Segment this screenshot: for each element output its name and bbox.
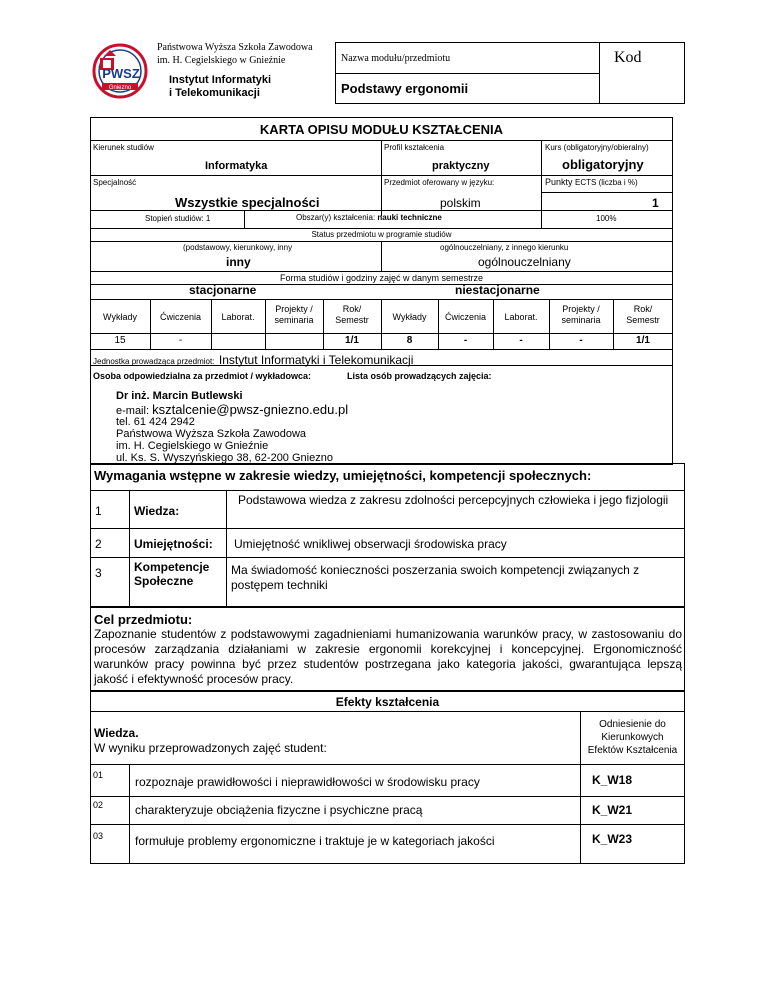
person-org2: im. H. Cegielskiego w Gnieźnie	[116, 440, 269, 452]
module-name-label: Nazwa modułu/przedmiotu	[341, 53, 451, 64]
effect-num-3: 03	[93, 831, 104, 841]
goal-text: Zapoznanie studentów z podstawowymi zagadnieniami humanizowania warunków pracy, w zastosowaniu do procesów zarządzania działaniami w zakresie ergonomii korekcyjnej i koncepcyjnej. Ergonomiczność warunków pracy powinna być przez studentów postrzegana jako kategoria jakości, gwarantująca lepszą jakość i efektywność procesów pracy.	[94, 627, 682, 686]
knowledge-subtitle: W wyniku przeprowadzonych zajęć student:	[94, 741, 327, 755]
unit-row	[93, 351, 413, 369]
prereq-label-2: Umiejętności:	[134, 537, 213, 551]
forms-title: Forma studiów i godziny zajęć w danym semestrze	[279, 273, 484, 283]
institute-line2: i Telekomunikacji	[169, 87, 260, 99]
field-value: Informatyka	[205, 160, 268, 172]
prereq-title: Wymagania wstępne w zakresie wiedzy, umiejętności, kompetencji społecznych:	[94, 468, 592, 483]
effect-ref-1: K_W18	[592, 773, 633, 787]
reference-header: Odniesienie do Kierunkowych Efektów Kształcenia	[587, 719, 678, 756]
unit-label: Jednostka prowadząca przedmiot:	[93, 357, 215, 366]
prereq-label-3: Kompetencje Społeczne	[134, 560, 210, 588]
effect-num-2: 02	[93, 800, 104, 810]
percent-value: 100%	[596, 214, 617, 223]
hours-header-exercises-nst: Ćwiczenia	[444, 312, 486, 322]
person-org1: Państwowa Wyższa Szkoła Zawodowa	[116, 428, 307, 440]
course-type-value: obligatoryjny	[562, 157, 644, 172]
hours-value-labs-nst: -	[519, 335, 523, 346]
school-name-line2: im. H. Cegielskiego w Gnieźnie	[157, 55, 286, 66]
hours-value-year-st: 1/1	[345, 335, 359, 346]
course-type-label: Kurs (obligatoryjny/obieralny)	[545, 143, 649, 152]
person-name: Dr inż. Marcin Butlewski	[116, 390, 243, 402]
language-label: Przedmiot oferowany w języku:	[384, 178, 495, 187]
specialty-value: Wszystkie specjalności	[175, 195, 320, 210]
module-name: Podstawy ergonomii	[341, 81, 469, 96]
person-email-prefix: e-mail:	[116, 405, 150, 417]
person-email-row	[116, 402, 348, 417]
profile-value: praktyczny	[432, 160, 490, 172]
person-address: ul. Ks. S. Wyszyńskiego 38, 62-200 Gniezno	[116, 452, 333, 464]
person-phone: tel. 61 424 2942	[116, 416, 195, 428]
prereq-label-1: Wiedza:	[134, 504, 180, 518]
status-left-label: (podstawowy, kierunkowy, inny	[183, 243, 293, 252]
profile-label: Profil kształcenia	[384, 143, 445, 152]
unit-value: Instytut Informatyki i Telekomunikacji	[218, 353, 414, 367]
hours-value-projects-nst: -	[579, 335, 583, 346]
code-label: Kod	[614, 49, 642, 66]
language-value: polskim	[440, 196, 481, 210]
hours-header-lectures-nst: Wykłady	[392, 312, 427, 322]
card-title: KARTA OPISU MODUŁU KSZTAŁCENIA	[259, 122, 504, 137]
responsible-label: Osoba odpowiedzialna za przedmiot / wykładowca:	[93, 371, 312, 381]
goal-title: Cel przedmiotu:	[94, 612, 193, 627]
degree-label: Stopień studiów: 1	[145, 214, 211, 223]
prereq-text-1: Podstawowa wiedza z zakresu zdolności percepcyjnych człowieka i jego fizjologii	[238, 493, 669, 507]
person-email[interactable]: ksztalcenie@pwsz-gniezno.edu.pl	[152, 402, 349, 417]
effect-ref-2: K_W21	[592, 803, 633, 817]
logo-subtext: Gniezno	[108, 85, 132, 91]
effects-title: Efekty kształcenia	[335, 695, 440, 709]
hours-value-lectures-nst: 8	[406, 335, 413, 346]
prereq-num-1: 1	[95, 504, 102, 518]
area-value: nauki techniczne	[377, 213, 442, 222]
status-left-value: inny	[226, 255, 251, 269]
prereq-num-3: 3	[95, 566, 102, 580]
points-label-text: Punkty	[545, 177, 573, 187]
effect-text-3: formułuje problemy ergonomiczne i traktuje je w kategoriach jakości	[135, 834, 495, 848]
area-label-text: Obszar(y) kształcenia:	[296, 213, 376, 222]
school-name-line1: Państwowa Wyższa Szkoła Zawodowa	[157, 42, 313, 53]
prereq-text-2: Umiejętność wnikliwej obserwacji środowiska pracy	[234, 537, 507, 551]
stationary-label: stacjonarne	[189, 283, 257, 297]
hours-value-lectures-st: 15	[114, 335, 126, 346]
knowledge-title: Wiedza.	[94, 726, 139, 740]
effect-text-2: charakteryzuje obciążenia fizyczne i psychiczne pracą	[135, 803, 423, 817]
effect-text-1: rozpoznaje prawidłowości i nieprawidłowości w środowisku pracy	[135, 775, 480, 789]
hours-header-year-st: Rok/ Semestr	[335, 304, 369, 325]
institute-line1: Instytut Informatyki	[169, 74, 272, 86]
specialty-label: Specjalność	[93, 178, 137, 187]
hours-header-projects-nst: Projekty / seminaria	[561, 304, 601, 325]
hours-header-year-nst: Rok/ Semestr	[626, 304, 660, 325]
prereq-text-3: Ma świadomość konieczności poszerzania swoich kompetencji związanych z postępem techniki	[231, 563, 640, 592]
prereq-num-2: 2	[95, 537, 102, 551]
status-title: Status przedmiotu w programie studiów	[311, 230, 452, 239]
effect-num-1: 01	[93, 770, 104, 780]
status-right-label: ogólnouczelniany, z innego kierunku	[440, 243, 569, 252]
points-label	[545, 177, 638, 187]
points-label-small: ECTS (liczba i %)	[575, 178, 638, 187]
hours-value-exercises-st: -	[178, 335, 183, 346]
hours-header-labs-st: Laborat.	[221, 312, 255, 322]
hours-header-labs-nst: Laborat.	[504, 312, 538, 322]
hours-header-lectures-st: Wykłady	[103, 312, 137, 322]
hours-header-projects-st: Projekty / seminaria	[274, 304, 314, 325]
school-logo	[90, 42, 150, 100]
status-right-value: ogólnouczelniany	[478, 255, 571, 269]
logo-text: PWSZ	[102, 66, 140, 81]
points-value: 1	[652, 196, 659, 210]
lecturers-label: Lista osób prowadzących zajęcia:	[347, 371, 492, 381]
effect-ref-3: K_W23	[592, 832, 633, 846]
hours-header-exercises-st: Ćwiczenia	[159, 312, 201, 322]
hours-value-year-nst: 1/1	[636, 335, 650, 346]
area-label	[296, 213, 442, 222]
field-label: Kierunek studiów	[93, 143, 154, 152]
hours-value-exercises-nst: -	[463, 335, 468, 346]
nonstationary-label: niestacjonarne	[455, 283, 540, 297]
